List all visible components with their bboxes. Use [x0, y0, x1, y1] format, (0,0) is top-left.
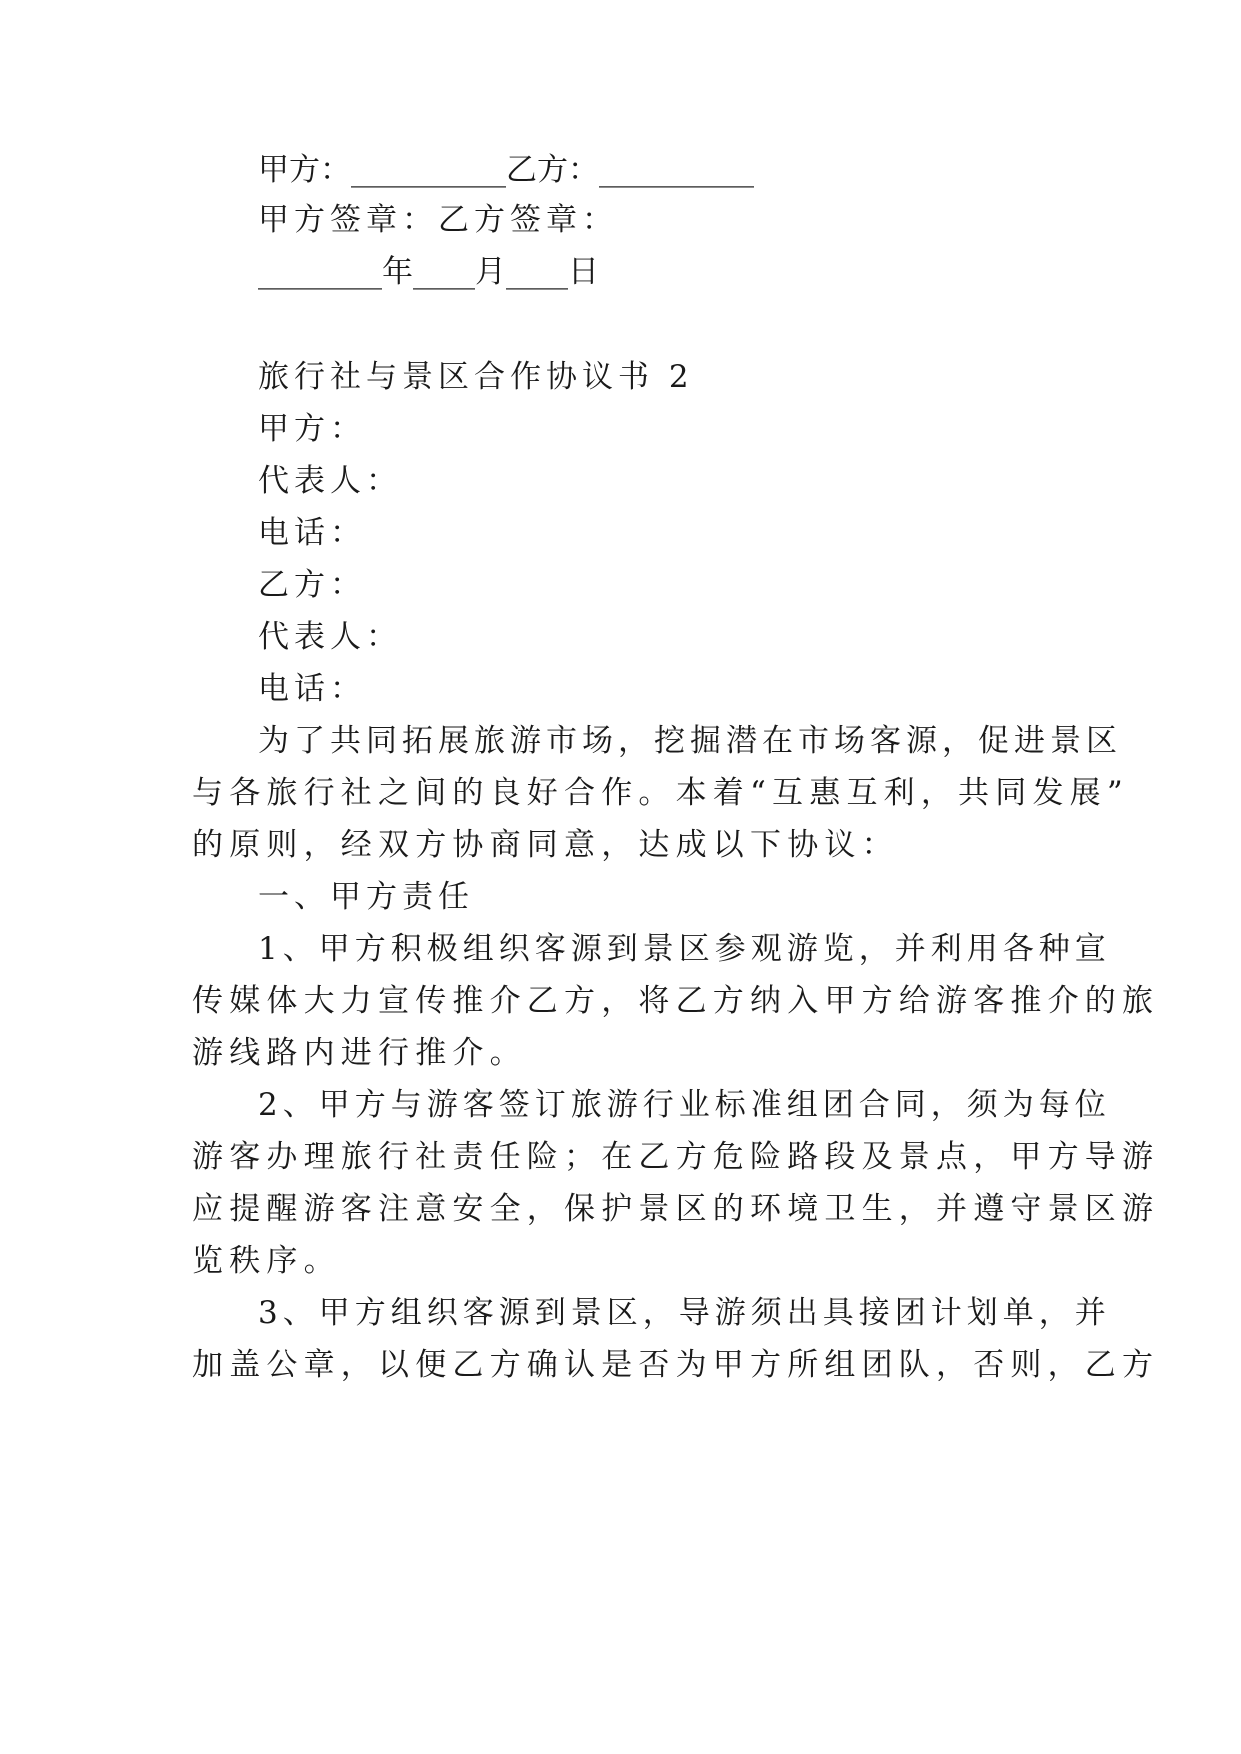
agreement-title: 旅行社与景区合作协议书 2 [258, 359, 694, 395]
preamble-line: 与各旅行社之间的良好合作。本着“互惠互利，共同发展” [192, 775, 1129, 811]
party-b-rep-label: 代表人： [258, 619, 402, 655]
clause-line: 览秩序。 [192, 1243, 341, 1279]
clause-line: 游客办理旅行社责任险；在乙方危险路段及景点，甲方导游 [192, 1139, 1160, 1175]
party-b-label: 乙方： [258, 567, 366, 603]
clause-line: 加盖公章，以便乙方确认是否为甲方所组团队，否则，乙方 [192, 1347, 1160, 1383]
date-line: ________年____月____日 [258, 254, 599, 290]
preamble-line: 的原则，经双方协商同意，达成以下协议： [192, 827, 899, 863]
preamble-line: 为了共同拓展旅游市场，挖掘潜在市场客源，促进景区 [258, 723, 1122, 759]
clause-line: 3、甲方组织客源到景区，导游须出具接团计划单，并 [258, 1295, 1111, 1331]
clause-line: 游线路内进行推介。 [192, 1035, 527, 1071]
clause-line: 传媒体大力宣传推介乙方，将乙方纳入甲方给游客推介的旅 [192, 983, 1160, 1019]
clause-line: 2、甲方与游客签订旅游行业标准组团合同，须为每位 [258, 1087, 1111, 1123]
section-heading: 一、甲方责任 [258, 879, 474, 915]
party-a-rep-label: 代表人： [258, 463, 402, 499]
seals-line: 甲方签章：乙方签章： [258, 202, 618, 238]
party-b-phone-label: 电话： [258, 671, 366, 707]
clause-line: 应提醒游客注意安全，保护景区的环境卫生，并遵守景区游 [192, 1191, 1160, 1227]
party-a-label: 甲方： [258, 411, 366, 447]
clause-line: 1、甲方积极组织客源到景区参观游览，并利用各种宣 [258, 931, 1111, 967]
parties-signature-line: 甲方：__________乙方：__________ [258, 152, 754, 188]
party-a-phone-label: 电话： [258, 515, 366, 551]
